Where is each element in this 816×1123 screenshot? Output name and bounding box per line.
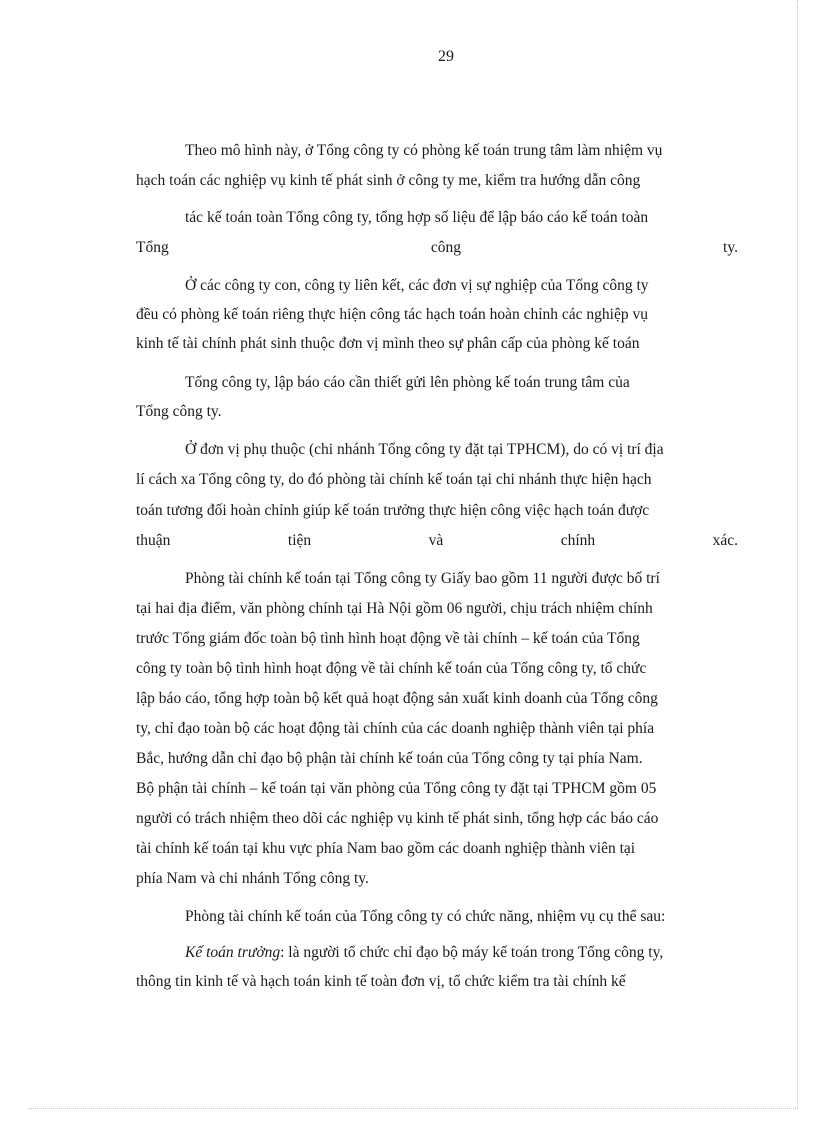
text-line: đều có phòng kế toán riêng thực hiện công tác hạch toán hoàn chỉnh các nghiệp vụ: [136, 306, 648, 323]
text-line: lập báo cáo, tổng hợp toàn bộ kết quả hoạt động sản xuất kinh doanh của Tổng công: [136, 690, 658, 707]
text-line: ty, chỉ đạo toàn bộ các hoạt động tài chính của các doanh nghiệp thành viên tại phía: [136, 720, 655, 737]
text-line: hạch toán các nghiệp vụ kinh tế phát sinh ở công ty me, kiểm tra hướng dẫn công: [136, 172, 641, 189]
text-line: phía Nam và chi nhánh Tổng công ty.: [136, 870, 369, 887]
word: chính: [560, 532, 596, 549]
text-line: Bắc, hướng dẫn chỉ đạo bộ phận tài chính kế toán của Tổng công ty tại phía Nam.: [136, 750, 643, 767]
text-line: kinh tế tài chính phát sinh thuộc đơn vị mình theo sự phân cấp của phòng kế toán: [136, 335, 640, 352]
term-definition: : là người tổ chức chỉ đạo bộ máy kế toán trong Tổng công ty,: [280, 944, 664, 961]
word: và: [428, 532, 444, 549]
text-line: Tổng công ty.: [136, 403, 222, 420]
text-line: Phòng tài chính kế toán của Tổng công ty có chức năng, nhiệm vụ cụ thể sau:: [185, 908, 666, 925]
page-number: 29: [438, 48, 454, 65]
text-line: Bộ phận tài chính – kế toán tại văn phòng của Tổng công ty đặt tại TPHCM gồm 05: [136, 780, 657, 797]
word: thuận: [136, 532, 171, 549]
text-line: Phòng tài chính kế toán tại Tổng công ty Giấy bao gồm 11 người được bố trí: [185, 570, 660, 587]
text-line: [185, 944, 663, 962]
page-edge-bottom: [28, 1108, 798, 1110]
word: Tổng: [136, 239, 169, 256]
text-line: Tổng công ty, lập báo cáo cần thiết gửi lên phòng kế toán trung tâm của: [185, 374, 630, 391]
text-line: lí cách xa Tổng công ty, do đó phòng tài chính kế toán tại chi nhánh thực hiện hạch: [136, 471, 652, 488]
word: công: [430, 239, 461, 256]
text-line: tại hai địa điểm, văn phòng chính tại Hà Nội gồm 06 người, chịu trách nhiệm chính: [136, 600, 653, 617]
text-line: Ở đơn vị phụ thuộc (chi nhánh Tổng công ty đặt tại TPHCM), do có vị trí địa: [185, 441, 664, 458]
text-line: toán tương đối hoàn chỉnh giúp kế toán trưởng thực hiện công việc hạch toán được: [136, 502, 650, 519]
text-line: Ở các công ty con, công ty liên kết, các đơn vị sự nghiệp của Tổng công ty: [185, 277, 649, 294]
text-line: thông tin kinh tế và hạch toán kinh tế toàn đơn vị, tổ chức kiểm tra tài chính kế: [136, 973, 626, 990]
word: tiện: [287, 532, 312, 549]
text-line: trước Tổng giám đốc toàn bộ tình hình hoạt động về tài chính – kế toán của Tổng: [136, 630, 640, 647]
word: xác.: [712, 532, 738, 549]
text-line: Theo mô hình này, ở Tổng công ty có phòng kế toán trung tâm làm nhiệm vụ: [185, 142, 663, 159]
justified-line: [136, 239, 738, 257]
text-line: tài chính kế toán tại khu vực phía Nam bao gồm các doanh nghiệp thành viên tại: [136, 840, 636, 857]
text-line: công ty toàn bộ tình hình hoạt động về tài chính kế toán của Tổng công ty, tổ chức: [136, 660, 647, 677]
text-line: tác kế toán toàn Tổng công ty, tổng hợp số liệu để lập báo cáo kế toán toàn: [185, 209, 649, 226]
text-line: người có trách nhiệm theo dõi các nghiệp vụ kinh tế phát sinh, tổng hợp các báo cáo: [136, 810, 659, 827]
term-chief-accountant: Kế toán trưởng: [185, 944, 281, 961]
page-edge-right: [789, 0, 798, 1108]
justified-line: [136, 532, 738, 550]
word: ty.: [723, 239, 738, 256]
